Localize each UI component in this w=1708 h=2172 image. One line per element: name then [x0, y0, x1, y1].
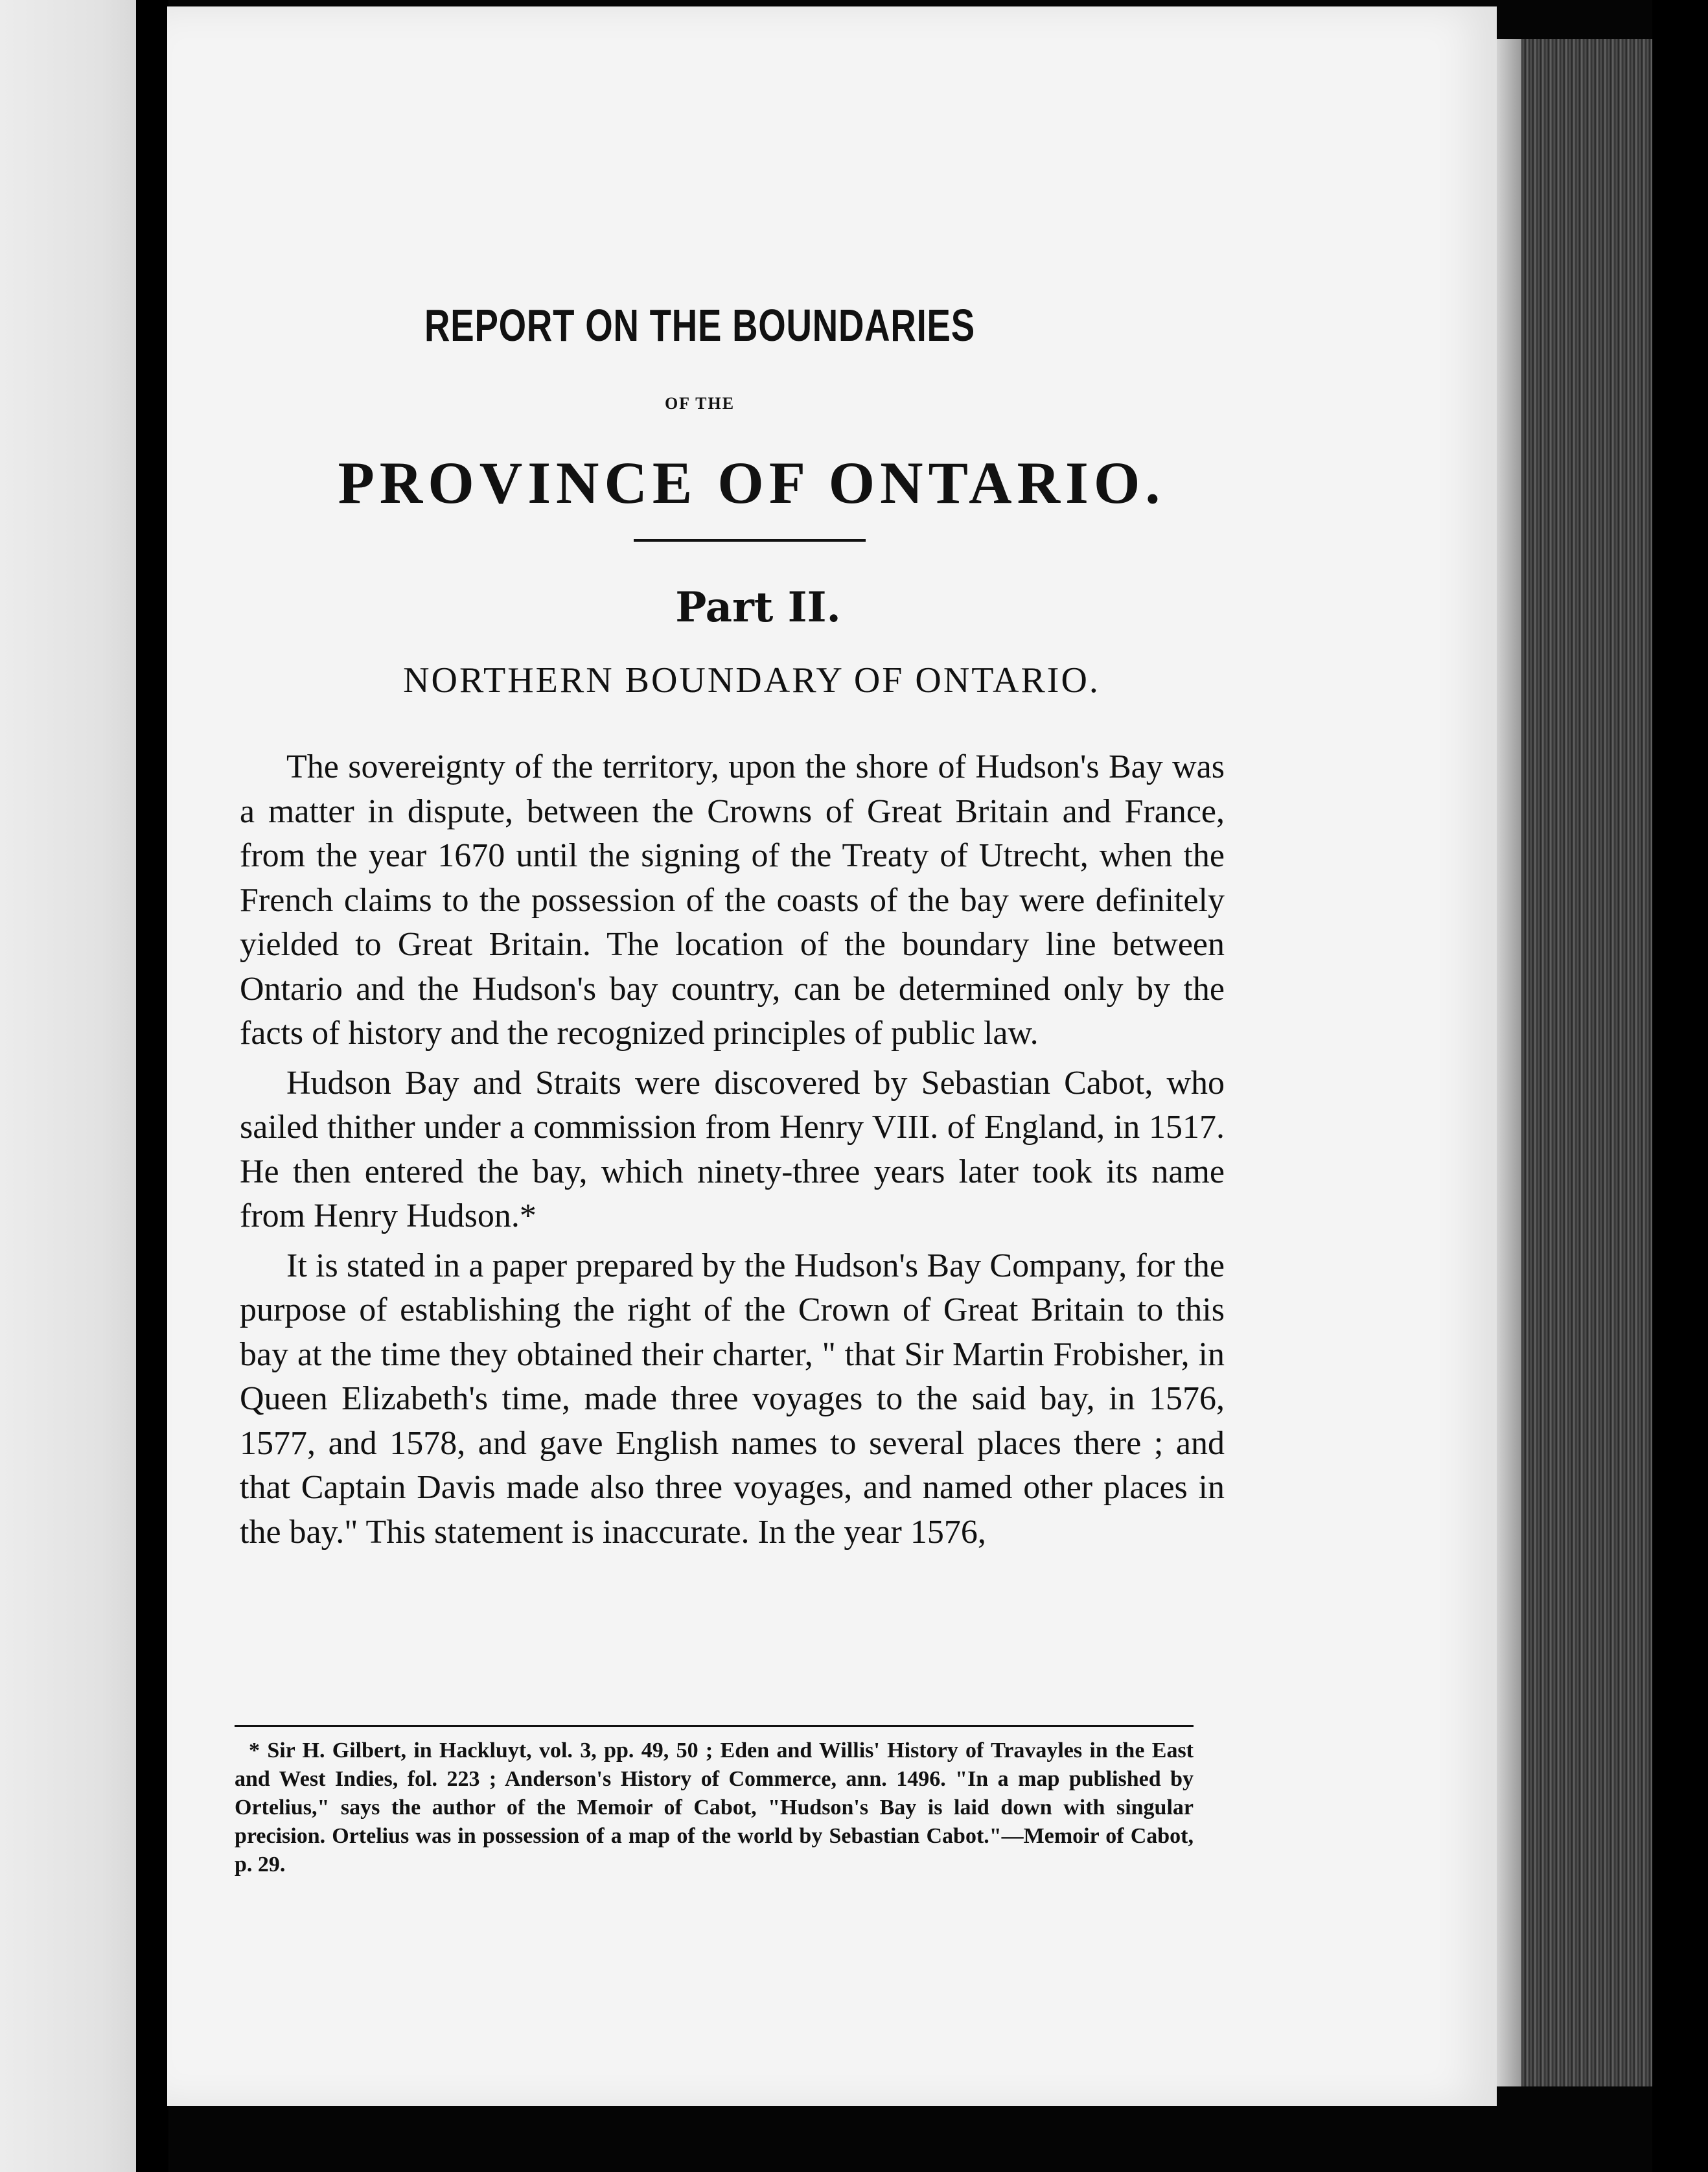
facing-page: [0, 0, 144, 2172]
report-title: REPORT ON THE BOUNDARIES: [424, 300, 975, 351]
of-the-label: OF THE: [664, 394, 735, 413]
province-title: PROVINCE OF ONTARIO.: [338, 450, 1166, 516]
section-heading: NORTHERN BOUNDARY OF ONTARIO.: [403, 660, 1100, 700]
paragraph-3: It is stated in a paper prepared by the Hudson's Bay Company, for the purpose of establishing the right of the Crown of Great Britain to this bay at the time they obtained their charter, " that Sir Martin Frobisher, in Queen Elizabeth's time, made three voyages to the said bay, in 1576, 1577, and 1578, and gave English names to several places there ; and that Captain Davis made also three voyages, and named other places in the bay." This statement is inaccurate. In the year 1576,: [240, 1247, 1225, 1551]
body-text: [240, 745, 1225, 1560]
scan-border: [1652, 0, 1708, 2172]
paragraph-1: The sovereignty of the territory, upon the shore of Hudson's Bay was a matter in dispute, between the Crowns of Great Britain and France, from the year 1670 until the signing of the Treaty of Utrecht, when the French claims to the possession of the coasts of the bay were definitely yielded to Great Britain. The location of the boundary line between Ontario and the Hudson's bay country, can be determined only by the facts of history and the recognized principles of public law.: [240, 748, 1225, 1052]
page-edge-highlight: [1494, 39, 1521, 2086]
paragraph-2: Hudson Bay and Straits were discovered by Sebastian Cabot, who sailed thither under a commission from Henry VIII. of England, in 1517. He then entered the bay, which ninety-three years later took its name from Henry Hudson.*: [240, 1064, 1225, 1234]
part-heading: Part II.: [675, 583, 841, 632]
footnote-text: * Sir H. Gilbert, in Hackluyt, vol. 3, pp. 49, 50 ; Eden and Willis' History of Travayles in the East and West Indies, fol. 223 ; Anderson's History of Commerce, ann. 1496. "In a map published by Ortelius," says the author of the Memoir of Cabot, "Hudson's Bay is laid down with singular precision. Ortelius was in possession of a map of the world by Sebastian Cabot."—Memoir of Cabot, p. 29.: [235, 1739, 1194, 1877]
footnote-rule: [235, 1725, 1194, 1727]
title-rule: [634, 539, 866, 542]
book-gutter: [136, 0, 168, 2172]
footnote: [235, 1737, 1194, 1879]
